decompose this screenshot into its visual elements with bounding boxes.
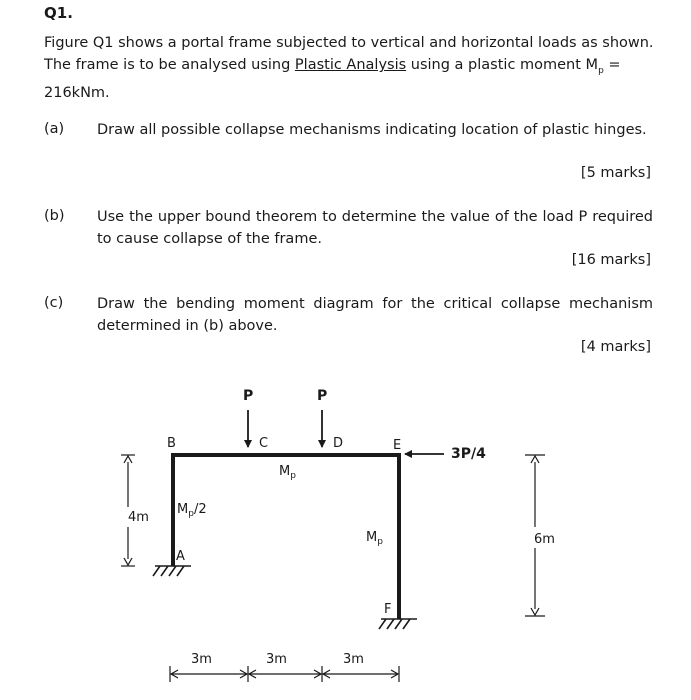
part-a-text: Draw all possible collapse mechanisms indicating location of plastic hinges. (97, 122, 647, 138)
load-label-d: P (317, 388, 328, 404)
right-column-moment-label: $M_p$ (366, 530, 383, 547)
fixed-support-f (379, 619, 417, 629)
left-height-label: 4m (128, 510, 149, 525)
plastic-analysis-link: Plastic Analysis (294, 57, 407, 73)
part-b-label: (b) (44, 208, 65, 224)
intro-text-2: using a plastic moment M (406, 57, 599, 73)
intro-subscript: p (598, 65, 604, 76)
load-label-c: P (243, 388, 254, 404)
part-b-marks: [16 marks] (571, 252, 651, 268)
part-a-marks: [5 marks] (580, 165, 651, 181)
node-label-d: D (333, 436, 344, 451)
fixed-support-a (153, 566, 191, 576)
right-height-label: 6m (534, 532, 555, 547)
intro-text: Figure Q1 shows a portal frame subjected to vertical and horizontal loads as shown. The frame is to be analysed using (44, 35, 654, 73)
horizontal-load-label: 3P/4 (451, 446, 486, 462)
span-label-3: 3m (343, 652, 364, 667)
part-c-text: Draw the bending moment diagram for the critical collapse mechanism determined in (b) above. (97, 296, 653, 334)
part-b-text: Use the upper bound theorem to determine the value of the load P required to cause collapse of the frame. (97, 209, 653, 247)
beam-moment-label: $M_p$ (279, 464, 296, 481)
span-dimension-line (170, 666, 399, 682)
question-number: Q1. (44, 4, 73, 22)
part-c-marks: [4 marks] (580, 339, 651, 355)
intro-text-3: = 216kNm. (44, 57, 621, 101)
span-label-2: 3m (266, 652, 287, 667)
span-label-1: 3m (191, 652, 212, 667)
node-label-c: C (259, 436, 269, 451)
node-label-b: B (167, 436, 176, 451)
node-label-e: E (393, 438, 402, 453)
part-a-label: (a) (44, 121, 65, 137)
part-c-label: (c) (44, 295, 64, 311)
left-column-moment-label: $M_p/2$ (177, 502, 207, 519)
node-label-a: A (176, 549, 185, 564)
node-label-f: F (384, 602, 392, 617)
